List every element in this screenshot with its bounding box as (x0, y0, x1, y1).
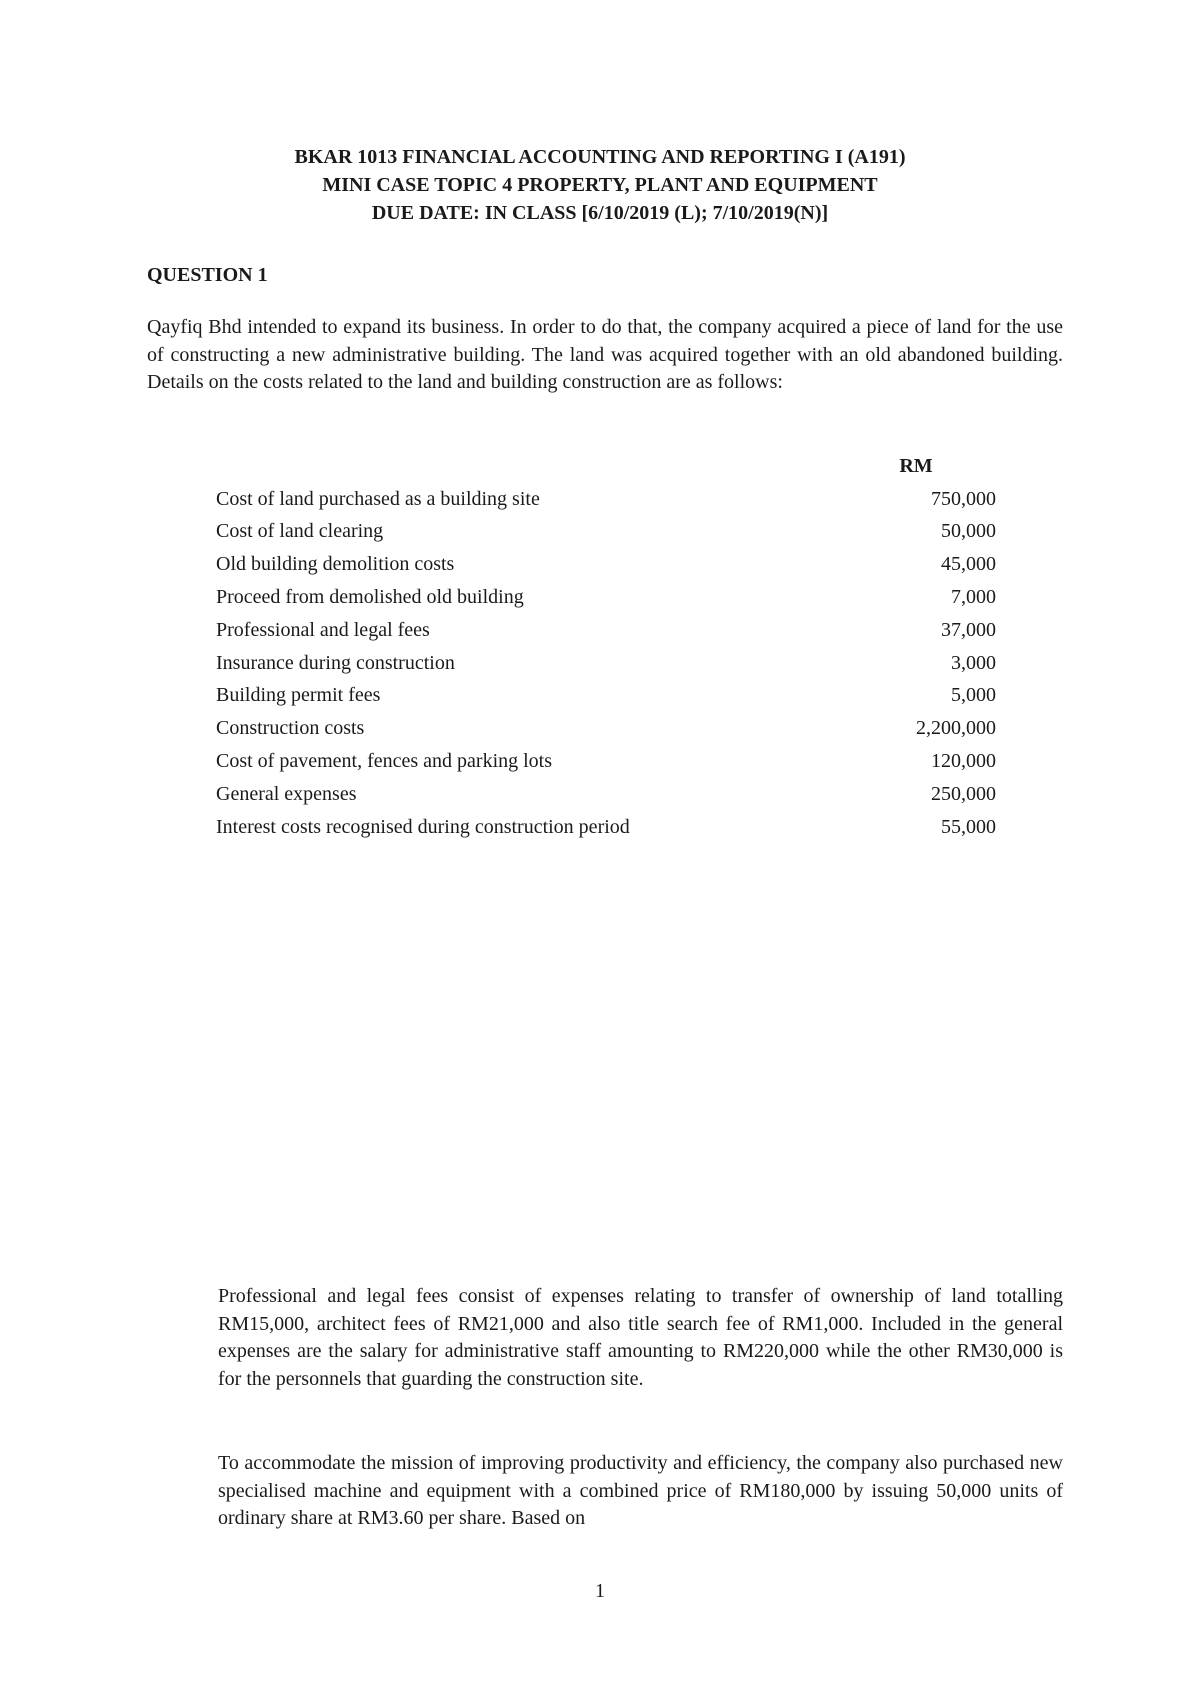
course-title: BKAR 1013 FINANCIAL ACCOUNTING AND REPORTING I (A191) (294, 146, 906, 168)
table-row (216, 811, 996, 844)
cost-amount: 3,000 (951, 651, 996, 674)
table-row (216, 680, 996, 713)
cost-label: Proceed from demolished old building (216, 586, 524, 609)
cost-label: Cost of land clearing (216, 520, 384, 543)
table-row (216, 745, 996, 778)
table-row (216, 614, 996, 647)
table-row (216, 516, 996, 549)
table-row (216, 483, 996, 516)
table-row (216, 712, 996, 745)
cost-label: Interest costs recognised during construction period (216, 815, 630, 838)
cost-label: Construction costs (216, 717, 365, 740)
cost-table (216, 450, 996, 844)
cost-label: Insurance during construction (216, 651, 455, 674)
cost-label: Building permit fees (216, 684, 381, 707)
cost-label: Old building demolition costs (216, 553, 455, 576)
cost-amount: 250,000 (931, 782, 996, 805)
cost-amount: 55,000 (941, 815, 996, 838)
table-row (216, 778, 996, 811)
cost-amount: 50,000 (941, 520, 996, 543)
machine-paragraph: To accommodate the mission of improving productivity and efficiency, the company also purchased new specialised machine and equipment with a combined price of RM180,000 by issuing 50,000 units of ordinary share at RM3.60 per share. Based on (218, 1452, 1063, 1529)
cost-amount: 7,000 (951, 586, 996, 609)
currency-header: RM (899, 454, 933, 477)
cost-amount: 5,000 (951, 684, 996, 707)
cost-label: Professional and legal fees (216, 618, 430, 641)
cost-amount: 2,200,000 (916, 717, 996, 740)
table-row (216, 581, 996, 614)
document-header (0, 143, 1200, 227)
case-title: MINI CASE TOPIC 4 PROPERTY, PLANT AND EQUIPMENT (322, 174, 878, 196)
cost-amount: 45,000 (941, 553, 996, 576)
table-row (216, 548, 996, 581)
question-heading: QUESTION 1 (147, 264, 268, 286)
cost-amount: 120,000 (931, 750, 996, 773)
cost-amount: 37,000 (941, 618, 996, 641)
page-number: 1 (595, 1580, 605, 1602)
cost-label: Cost of pavement, fences and parking lots (216, 750, 553, 773)
intro-paragraph: Qayfiq Bhd intended to expand its business. In order to do that, the company acquired a piece of land for the use of constructing a new administrative building. The land was acquired together with an old abandoned building. Details on the costs related to the land and building construction are as follows: (147, 316, 1063, 393)
table-row (216, 647, 996, 680)
cost-table-header-row (216, 450, 996, 483)
cost-amount: 750,000 (931, 487, 996, 510)
cost-label: Cost of land purchased as a building site (216, 487, 540, 510)
due-date: DUE DATE: IN CLASS [6/10/2019 (L); 7/10/2019(N)] (371, 202, 829, 224)
cost-label: General expenses (216, 782, 357, 805)
fees-paragraph: Professional and legal fees consist of expenses relating to transfer of ownership of land totalling RM15,000, architect fees of RM21,000 and also title search fee of RM1,000. Included in the general expenses are the salary for administrative staff amounting to RM220,000 while the other RM30,000 is for the personnels that guarding the construction site. (218, 1285, 1063, 1390)
